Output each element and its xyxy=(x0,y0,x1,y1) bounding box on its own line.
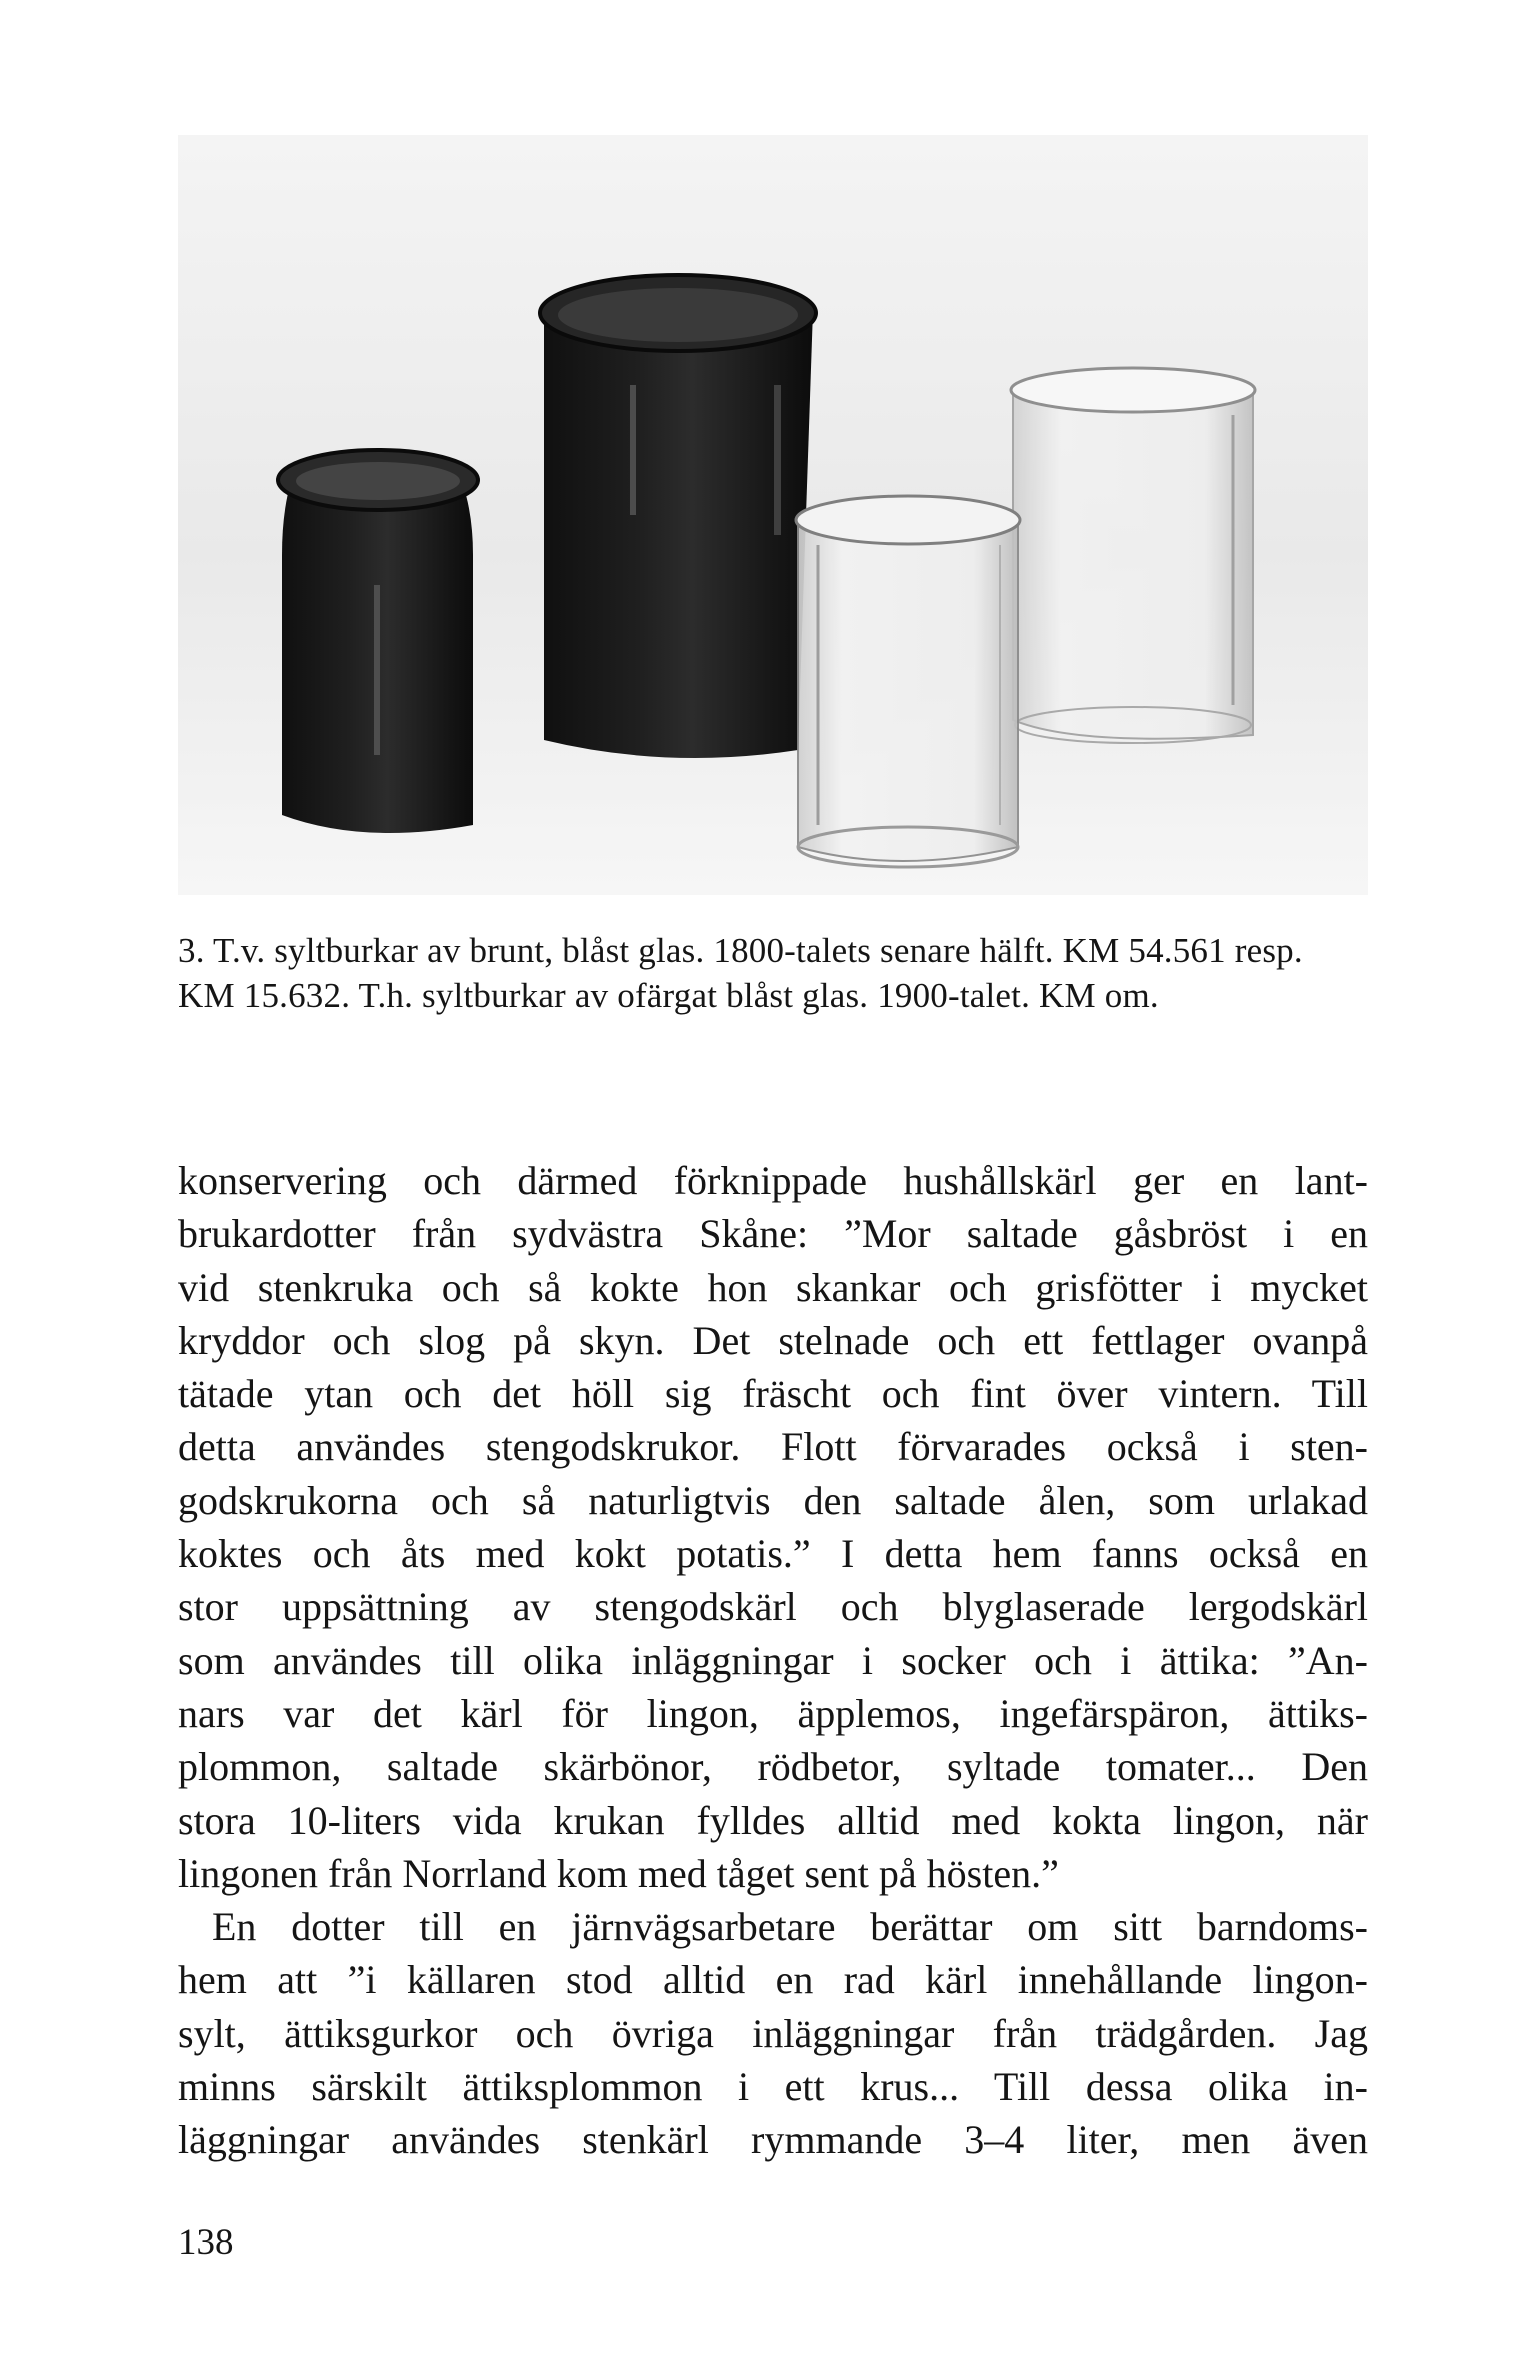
text-line: brukardotter från sydvästra Skåne: ”Mor saltade gåsbröst i en xyxy=(178,1211,1368,1257)
clear-jar-small xyxy=(796,496,1020,867)
text-line: godskrukorna och så naturligtvis den saltade ålen, som urlakad xyxy=(178,1477,1368,1523)
text-line: lingonen från Norrland kom med tåget sent på hösten.” xyxy=(178,1850,1059,1896)
text-line: detta användes stengodskrukor. Flott förvarades också i sten- xyxy=(178,1424,1368,1470)
text-line: som användes till olika inläggningar i socker och i ättika: ”An- xyxy=(178,1637,1368,1683)
text-line: konservering och därmed förknippade hushållskärl ger en lant- xyxy=(178,1158,1368,1203)
text-line: koktes och åts med kokt potatis.” I detta hem fanns också en xyxy=(178,1531,1368,1577)
paragraph xyxy=(178,1900,1368,2166)
text-line: minns särskilt ättiksplommon i ett krus... Till dessa olika in- xyxy=(178,2064,1368,2110)
text-line: stora 10-liters vida krukan fylldes alltid med kokta lingon, när xyxy=(178,1797,1368,1843)
text-line: läggningar användes stenkärl rymmande 3–4 liter, men även xyxy=(178,2117,1368,2163)
dark-jar-large xyxy=(540,275,816,758)
text-line: plommon, saltade skärbönor, rödbetor, syltade tomater... Den xyxy=(178,1744,1368,1790)
text-line: sylt, ättiksgurkor och övriga inläggningar från trädgården. Jag xyxy=(178,2010,1368,2056)
caption-line: 3. T.v. syltburkar av brunt, blåst glas. 1800-talets senare hälft. KM 54.561 resp. xyxy=(178,931,1303,970)
text-line: stor uppsättning av stengodskärl och blyglaserade lergodskärl xyxy=(178,1584,1368,1630)
page-number: 138 xyxy=(178,2222,234,2263)
text-line: tätade ytan och det höll sig fräscht och fint över vintern. Till xyxy=(178,1371,1368,1417)
body-text xyxy=(178,1154,1368,2167)
text-line: En dotter till en järnvägsarbetare berättar om sitt barndoms- xyxy=(212,1904,1368,1950)
text-line: kryddor och slog på skyn. Det stelnade och ett fettlager ovanpå xyxy=(178,1317,1368,1363)
dark-jar-small xyxy=(278,450,478,833)
jars-photograph xyxy=(178,135,1368,895)
clear-jar-tall xyxy=(1011,368,1255,743)
text-line: hem att ”i källaren stod alltid en rad kärl innehållande lingon- xyxy=(178,1957,1368,2003)
figure-caption xyxy=(178,928,1368,1018)
text-line: nars var det kärl för lingon, äpplemos, ingefärspäron, ättiks- xyxy=(178,1690,1368,1736)
paragraph xyxy=(178,1154,1368,1900)
caption-line: KM 15.632. T.h. syltburkar av ofärgat blåst glas. 1900-talet. KM om. xyxy=(178,976,1159,1015)
text-line: vid stenkruka och så kokte hon skankar och grisfötter i mycket xyxy=(178,1264,1368,1310)
